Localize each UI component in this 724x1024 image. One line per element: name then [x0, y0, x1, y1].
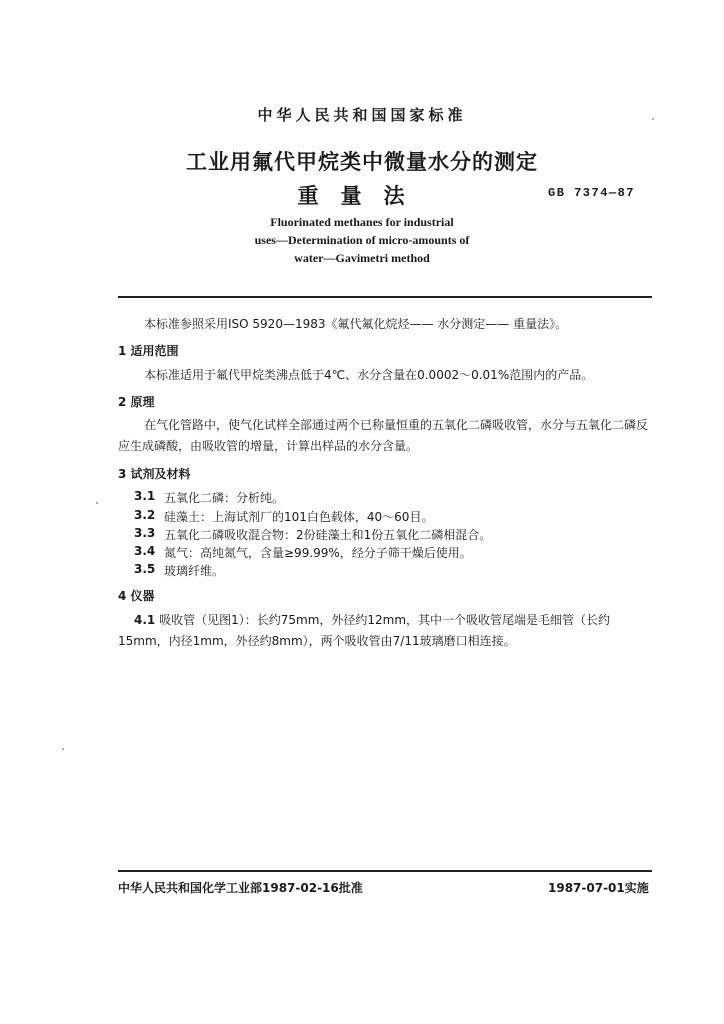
english-title-line-3: water—Gavimetri method — [294, 251, 430, 265]
section-1-heading: 1 适用范围 — [118, 344, 179, 358]
item-3-5-text: 玻璃纤维。 — [164, 564, 225, 578]
effective-date: 1987-07-01实施 — [548, 881, 649, 895]
english-title — [0, 213, 724, 267]
header-divider — [118, 296, 652, 298]
standard-type-header: 中华人民共和国国家标准 — [257, 106, 467, 124]
approval-date: 中华人民共和国化学工业部1987-02-16批准 — [118, 881, 363, 895]
intro-paragraph: 本标准参照采用ISO 5920—1983《氟代氟化烷烃—— 水分测定—— 重量法》。 — [144, 317, 568, 331]
scan-speck — [62, 748, 64, 750]
document-title: 工业用氟代甲烷类中微量水分的测定 — [186, 150, 538, 174]
section-2-heading: 2 原理 — [118, 395, 155, 409]
english-title-line-1: Fluorinated methanes for industrial — [270, 215, 454, 229]
section-2-text: 在气化管路中，使气化试样全部通过两个已称量恒重的五氧化二磷吸收管，水分与五氧化二磷反应生成磷酸，由吸收管的增量，计算出样品的水分含量。 — [118, 418, 649, 453]
scan-speck — [96, 502, 98, 504]
item-4-1-number: 4.1 — [134, 613, 156, 627]
item-3-5-number: 3.5 — [134, 562, 156, 576]
standard-number: GB 7374—87 — [548, 186, 636, 200]
document-subtitle: 重量法 — [297, 184, 427, 208]
item-3-3-number: 3.3 — [134, 526, 156, 540]
section-4-heading: 4 仪器 — [118, 589, 155, 603]
scan-speck — [652, 118, 654, 120]
item-3-3-text: 五氧化二磷吸收混合物：2份硅藻土和1份五氧化二磷相混合。 — [164, 528, 492, 542]
english-title-line-2: uses—Determination of micro-amounts of — [254, 233, 470, 247]
item-3-4-text: 氮气：高纯氮气，含量≥99.99%，经分子筛干燥后使用。 — [164, 546, 472, 560]
item-3-1-number: 3.1 — [134, 489, 156, 503]
footer-divider — [118, 870, 652, 872]
item-3-2-number: 3.2 — [134, 508, 156, 522]
item-3-1-text: 五氧化二磷：分析纯。 — [164, 491, 285, 505]
item-3-4-number: 3.4 — [134, 544, 156, 558]
item-4-1 — [118, 610, 654, 652]
section-1-text: 本标准适用于氟代甲烷类沸点低于4℃、水分含量在0.0002～0.01%范围内的产品。 — [144, 368, 594, 382]
section-3-heading: 3 试剂及材料 — [118, 467, 191, 481]
item-4-1-text: 吸收管（见图1）：长约75mm，外径约12mm，其中一个吸收管尾端是毛细管（长约15mm，内径1mm，外径约8mm），两个吸收管由7/11玻璃磨口相连接。 — [118, 613, 611, 648]
item-3-2-text: 硅藻土：上海试剂厂的101白色载体，40～60目。 — [164, 510, 434, 524]
